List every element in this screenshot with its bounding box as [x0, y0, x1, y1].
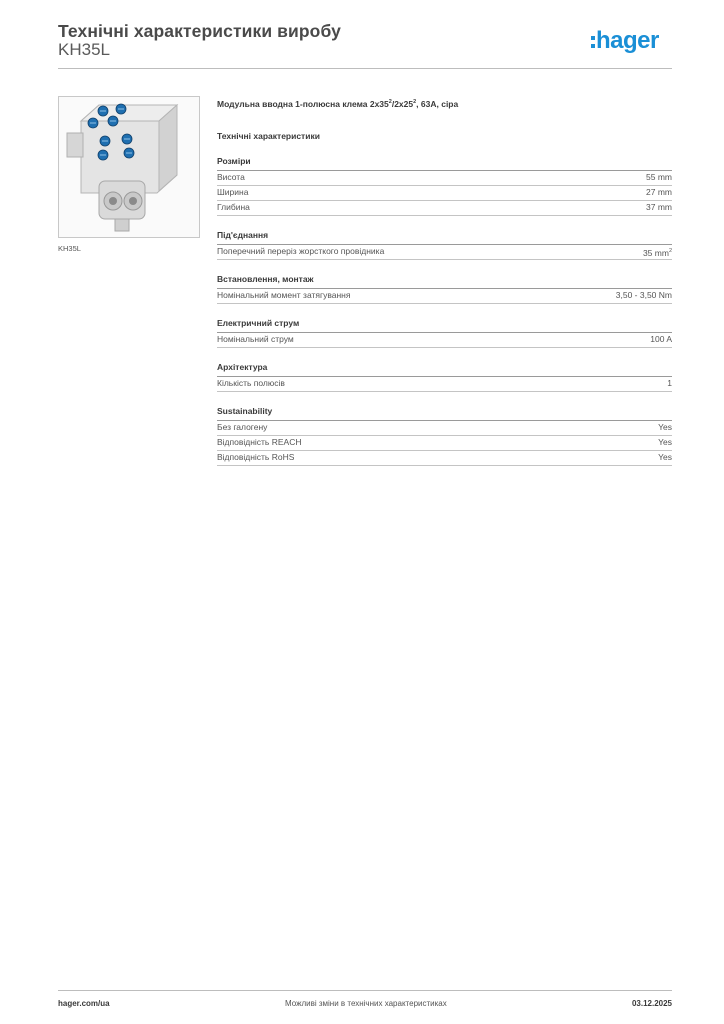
spec-label: Без галогену — [217, 422, 268, 432]
spec-label: Ширина — [217, 187, 249, 197]
spec-label: Кількість полюсів — [217, 378, 285, 388]
spec-row — [217, 451, 672, 466]
header-divider — [58, 68, 672, 69]
spec-group-title: Електричний струм — [217, 317, 672, 333]
spec-row — [217, 201, 672, 216]
specifications-panel — [217, 96, 672, 466]
spec-group-electrical — [217, 317, 672, 348]
spec-label: Відповідність REACH — [217, 437, 302, 447]
spec-value: 55 mm — [646, 172, 672, 182]
spec-label: Глибина — [217, 202, 250, 212]
spec-row — [217, 289, 672, 304]
spec-value: 1 — [667, 378, 672, 388]
spec-label: Висота — [217, 172, 245, 182]
spec-group-title: Архітектура — [217, 361, 672, 377]
image-caption: KH35L — [58, 244, 81, 253]
spec-value: Yes — [658, 422, 672, 432]
spec-group-dimensions — [217, 155, 672, 216]
spec-group-connection — [217, 229, 672, 260]
specs-heading: Технічні характеристики — [217, 131, 320, 141]
spec-group-architecture — [217, 361, 672, 392]
footer-notice: Можливі зміни в технічних характеристиках — [285, 999, 447, 1008]
spec-row — [217, 171, 672, 186]
product-description: Модульна вводна 1-полюсна клема $2x35^2/2x25^2$, 63A, сіра — [217, 98, 459, 109]
spec-value: Yes — [658, 452, 672, 462]
terminal-block-illustration — [59, 97, 199, 237]
spec-value: Yes — [658, 437, 672, 447]
spec-label: Номінальний момент затягування — [217, 290, 351, 300]
hager-logo[interactable]: hager — [596, 27, 659, 54]
spec-value: 37 mm — [646, 202, 672, 212]
footer-date: 03.12.2025 — [631, 999, 672, 1008]
spec-group-sustainability — [217, 405, 672, 466]
spec-value: 3,50 - 3,50 Nm — [615, 290, 672, 300]
spec-row — [217, 436, 672, 451]
spec-value: 27 mm — [646, 187, 672, 197]
spec-label: Поперечний переріз жорсткого провідника — [217, 246, 385, 256]
spec-value: 35 $mm^2$ — [642, 247, 672, 258]
spec-label: Відповідність RoHS — [217, 452, 295, 462]
spec-row — [217, 333, 672, 348]
spec-row — [217, 245, 672, 260]
spec-row — [217, 377, 672, 392]
spec-row — [217, 421, 672, 436]
spec-label: Номінальний струм — [217, 334, 294, 344]
product-code: KH35L — [58, 40, 110, 59]
product-image — [58, 96, 200, 238]
page-title: Технічні характеристики виробу — [58, 21, 341, 41]
footer-divider — [58, 990, 672, 991]
spec-group-title: Під'єднання — [217, 229, 672, 245]
spec-value: 100 A — [650, 334, 672, 344]
spec-row — [217, 186, 672, 201]
hager-logo-icon — [591, 34, 595, 50]
spec-group-title: Розміри — [217, 155, 672, 171]
spec-group-title: Sustainability — [217, 405, 672, 421]
footer-website-link[interactable]: hager.com/ua — [58, 999, 110, 1008]
spec-group-title: Встановлення, монтаж — [217, 273, 672, 289]
spec-group-installation — [217, 273, 672, 304]
